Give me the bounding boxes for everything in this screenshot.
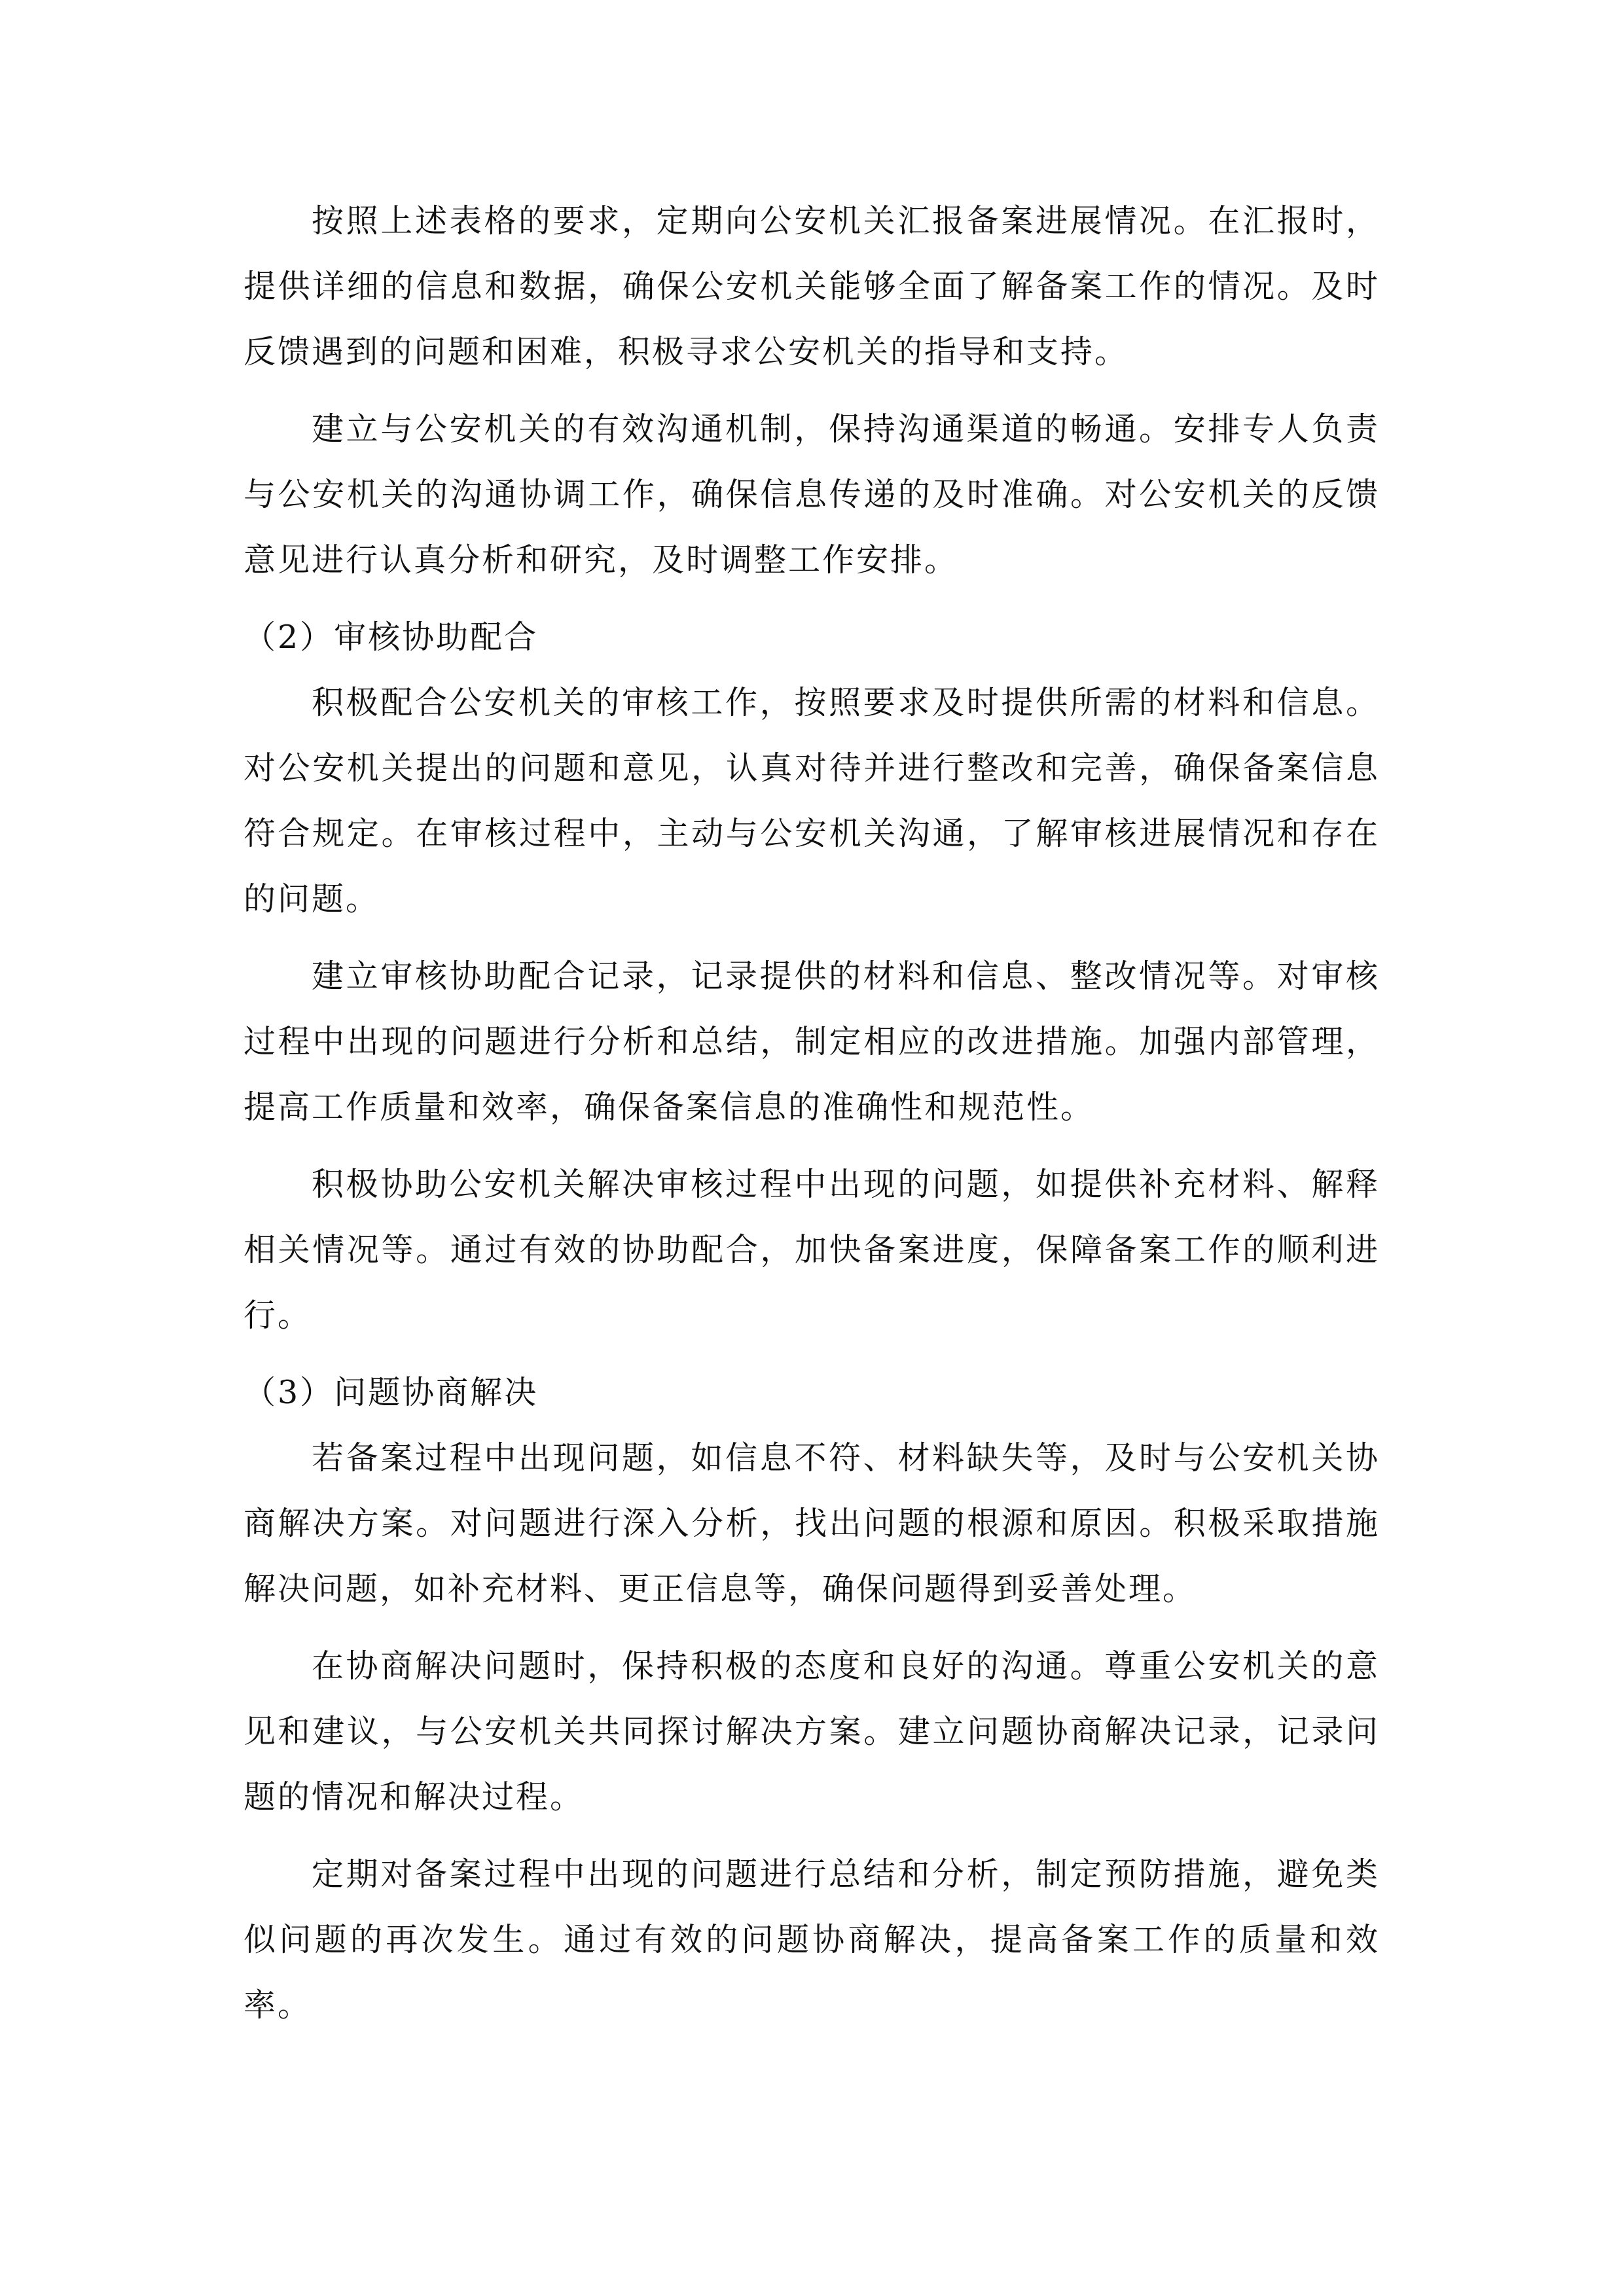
paragraph-assist-resolve: 积极协助公安机关解决审核过程中出现的问题，如提供补充材料、解释相关情况等。通过有效的协助配合，加快备案进度，保障备案工作的顺利进行。 (244, 1166, 1380, 1334)
paragraph-periodic-summary: 定期对备案过程中出现的问题进行总结和分析，制定预防措施，避免类似问题的再次发生。通过有效的问题协商解决，提高备案工作的质量和效率。 (244, 1856, 1380, 2024)
section-heading-problem-negotiation: （3）问题协商解决 (244, 1374, 539, 1411)
paragraph-report-progress: 按照上述表格的要求，定期向公安机关汇报备案进展情况。在汇报时，提供详细的信息和数据，确保公安机关能够全面了解备案工作的情况。及时反馈遇到的问题和困难，积极寻求公安机关的指导和支持。 (244, 202, 1380, 370)
paragraph-cooperate-review: 积极配合公安机关的审核工作，按照要求及时提供所需的材料和信息。对公安机关提出的问题和意见，认真对待并进行整改和完善，确保备案信息符合规定。在审核过程中，主动与公安机关沟通，了解审核进展情况和存在的问题。 (244, 684, 1380, 918)
paragraph-communication-mechanism: 建立与公安机关的有效沟通机制，保持沟通渠道的畅通。安排专人负责与公安机关的沟通协调工作，确保信息传递的及时准确。对公安机关的反馈意见进行认真分析和研究，及时调整工作安排。 (244, 410, 1380, 579)
paragraph-review-record: 建立审核协助配合记录，记录提供的材料和信息、整改情况等。对审核过程中出现的问题进行分析和总结，制定相应的改进措施。加强内部管理，提高工作质量和效率，确保备案信息的准确性和规范性。 (244, 958, 1380, 1126)
paragraph-negotiate-solution: 若备案过程中出现问题，如信息不符、材料缺失等，及时与公安机关协商解决方案。对问题进行深入分析，找出问题的根源和原因。积极采取措施解决问题，如补充材料、更正信息等，确保问题得到妥善处理。 (244, 1439, 1380, 1607)
document-body (244, 188, 1380, 2050)
section-heading-review-assistance: （2）审核协助配合 (244, 619, 539, 656)
paragraph-positive-attitude: 在协商解决问题时，保持积极的态度和良好的沟通。尊重公安机关的意见和建议，与公安机关共同探讨解决方案。建立问题协商解决记录，记录问题的情况和解决过程。 (244, 1647, 1380, 1816)
